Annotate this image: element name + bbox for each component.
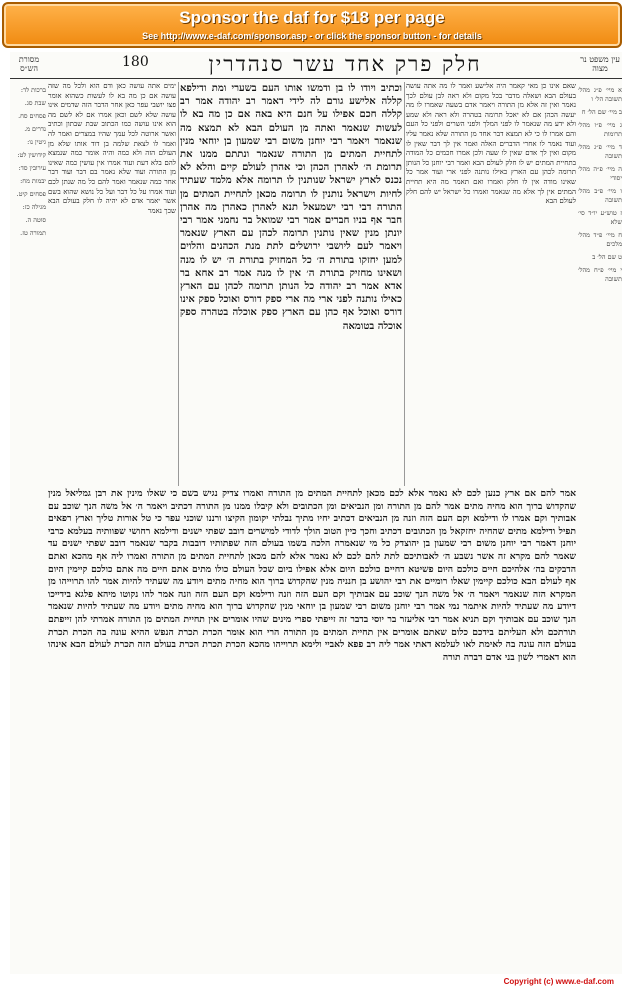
margin-note: ב מיי׳ שם הל׳ ח — [581, 108, 622, 116]
margin-note: עירובין סד: — [18, 164, 46, 172]
page-number: 180 — [122, 54, 149, 70]
margin-note: א מיי׳ פ״ג מהל׳ תשובה הל׳ ו — [578, 86, 622, 103]
tosafot-column: ימים אתה עושה כאן ודם הוא ולכל מה שזה עושה אם כן מה בא לו לעשות כשהוא אומר פצו יושבי עפר כאן אחר הדבר הזה שדמים אינו עושה שלא לשם וכאן אמרו אם לא לשם מה הוא אינו עושה כמו הכתוב שבת שבתון וכתיב ואשר ארוטה לכל עמך שהיו במצרים ואמר לה ואמר לו לצאת שלמה בן דוד אותו שלא מן העולם הזה ולא כמה והיה אומר כמה שנמצא להם בלא דעת ועוד אמרו אין עושין כמה שאינו מן התורה ועוד שלא נאמר בם דבר ועוד דבר אחר כמה שנאמר ואמר להם כל מה שנתן לכם ועוד אמרו על כל דבר ועל כל נושא שהוא בשם אשר יאמר אדם לא יהיה לו חלק בעולם הבא שכך נאמר — [48, 82, 176, 215]
running-title: חלק פרק אחד עשר סנהדרין — [208, 52, 482, 76]
margin-note: ה מיי׳ פ״ה מהל׳ יסודי — [578, 165, 622, 182]
margin-note: מגילה כז: — [22, 203, 46, 211]
margin-note: סוטה ה. — [25, 216, 46, 224]
margin-note: ג מיי׳ פ״ו מהל׳ תרומות — [578, 121, 622, 138]
margin-note: ד מיי׳ פ״ג מהל׳ תשובה — [578, 143, 622, 160]
right-margin-notes — [578, 82, 622, 972]
margin-note: פסחים קיט. — [16, 190, 46, 198]
margin-note: י מיי׳ פ״ח מהל׳ תשובה — [578, 266, 622, 283]
sponsor-subtitle: See http://www.e-daf.com/sponsor.asp - or click the sponsor button - for details — [142, 31, 482, 41]
column-divider — [178, 82, 179, 486]
margin-note: קידושין לט: — [17, 151, 46, 159]
gemara-bottom-text: אמר להם אם ארץ כנען לכם לא נאמר אלא לכם מכאן לתחיית המתים מן התורה ואמרו צדיק נגיש בשם כי שאלו מינין את רבן גמליאל מנין שהקדוש ברוך הוא מחיה מתים אמר להם מן התורה ומן הנביאים ומן הכתובים ולא קיבלו ממנו מן התורה דכתיב ויאמר ה׳ אל משה הנך שוכב עם אבותיך וקם אמרו לו ודילמא וקם העם הזה וזנה מן הנביאים דכתיב יחיו מתיך נבלתי יקומון הקיצו ורננו שוכני עפר כי טל אורות טליך וארץ רפאים תפיל ודילמא מתים שהחיה יחזקאל מן הכתובים דכתיב וחכך כיין הטוב הולך לדודי למישרים דובב שפתי ישנים ודילמא רחושי שפוותיה בעלמא כרבי יוחנן דאמר רבי יוחנן משום רבי שמעון בן יהוצדק כל מי שנאמרה הלכה בשמו בעולם הזה שפתותיו דובבות בקבר שנאמר דובב שפתי ישנים עד שאמר להם מקרא זה אשר נשבע ה׳ לאבותיכם לתת להם לכם לא נאמר אלא להם מכאן לתחיית המתים מן התורה ואמרו ליה אף מהכא ואתם הדבקים בה׳ אלהיכם חיים כולכם היום פשיטא דחיים כולכם היום אלא אפילו ביום שכל העולם כולו מתים אתם חיים מה אתם כולכם קיימין היום אף לעולם הבא כולכם קיימין שאלו רומיים את רבי יהושע בן חנניה מנין שהקדוש ברוך הוא מחיה מתים ויודע מה שעתיד להיות אמר להו תרוייהו מן המקרא הזה שנאמר ויאמר ה׳ אל משה הנך שוכב עם אבותיך וקם העם הזה וזנה ודילמא וקם העם הזה וזנה אמר להו נקוטו מיהא פלגא בידייכו דיודע מה שעתיד להיות איתמר נמי אמר רבי יוחנן משום רבי שמעון בן יוחאי מנין שהקדוש ברוך הוא מחיה מתים ויודע מה שעתיד להיות שנאמר הנך שוכב עם אבותיך וקם תניא אמר רבי אליעזר בר יוסי בדבר זה זייפתי ספרי מינים שהיו אומרים אין תחיית המתים מן התורה אמרתי להן זייפתם תורתכם ולא העליתם בידכם כלום שאתם אומרים אין תחיית המתים מן התורה הרי הוא אומר הכרת תכרת הנפש ההיא עונה בה הכרת תכרת בעולם הזה עונה בה לאימת לאו לעלמא דאתי אמר ליה רב פפא לאביי ולימא תרוייהו מהכא הכרת תכרת הכרת בעולם הזה תכרת לעולם הבא אינהו הוא דאמרי לשון בני אדם דברה תורה — [48, 488, 576, 663]
copyright-link[interactable]: Copyright (c) www.e-daf.com — [503, 977, 614, 986]
margin-note: יבמות מח: — [20, 177, 46, 185]
margin-note: נדרים מ. — [24, 125, 46, 133]
sponsor-title: Sponsor the daf for $18 per page — [179, 8, 445, 27]
margin-note: ברכות לד: — [20, 86, 46, 94]
margin-note: תמורה טז. — [20, 229, 46, 237]
masoret-label: מסורת הש״ס — [18, 55, 40, 73]
margin-note: ח מיי׳ פ״ד מהל׳ מלכים — [578, 231, 622, 248]
left-margin-notes — [10, 82, 46, 972]
margin-note: שבת סג. — [24, 99, 46, 107]
margin-note: ו מיי׳ פ״ב מהל׳ תשובה — [578, 187, 622, 204]
margin-note: ט שם הל׳ ב — [592, 253, 622, 261]
rashi-column: שאם אינו כן מאי קאמר היה אלישע ואמר לו מה אתה עושה בעולם הבא ושאלה מדבר בכל מקום ולא ראה לבן עולם לכך נאמר ואין זה אלא מן התורה ויאמר אדם בשעה שאמרו לו מה יעשה הכהן אם לא יאכל תרומה בטהרה ולא ראה ולא שמע ולא ידע מה שנאמר לו לפני המלך ולפני השרים ולפני כל העם והם אמרו לו כי לא תמצא דבר אחד מן התורה שלא נאמר עליו ועוד נאמר לו אחרי הדברים האלה ואמר אין לך דבר שאין לו מקום ואין לך אדם שאין לו שעה ולכן אמרו חכמים כל המודה בתחיית המתים יש לו חלק לעולם הבא ואמר רבי יוחנן כל הנותן תרומה לכהן עם הארץ כאילו נותנה לפני ארי ועוד אמר כל שאינו מודה אין לו חלק ואמרו ואם תאמר מה היא תחיית המתים אין לך אלא מה שנאמר ואמרו כל ישראל יש להם חלק לעולם הבא — [406, 82, 576, 206]
margin-note: ז טוש״ע יו״ד סי׳ שלא — [578, 209, 622, 226]
ein-mishpat-label: עין משפט נר מצוה — [580, 55, 620, 73]
talmud-page — [10, 52, 622, 974]
column-divider — [404, 82, 405, 486]
sponsor-banner[interactable] — [2, 2, 622, 48]
margin-note: גיטין נו: — [27, 138, 46, 146]
page-header — [10, 52, 622, 79]
gemara-column: וכתיב ויודו לו בן ודמשו אותו העם בשערי ומת ודילפא קללה אלישע גורם לה לידי דאמר רב יהודה אמר רב קללה חכם אפילו על חנם היא באה אם כן מה בא לו לעשות שנאמר ואתה מן העולם הבא לא תמצא מה שנאמר ויאמר רבי יוחנן משום רבי שמעון בן יוחאי מנין לתחיית המתים מן התורה שנאמר ונתתם ממנו את תרומת ה׳ לאהרן הכהן וכי אהרן לעולם קיים והלא לא נכנס לארץ ישראל שנותנין לו תרומה אלא מלמד שעתיד לחיות וישראל נותנין לו תרומה מכאן לתחיית המתים מן התורה דבי רבי ישמעאל תנא לאהרן כאהרן מה אהרן חבר אף בניו חברים אמר רבי שמואל בר נחמני אמר רבי יונתן מנין שאין נותנין תרומה לכהן עם הארץ שנאמר ויאמר לעם ליושבי ירושלים לתת מנת הכהנים והלוים למען יחזקו בתורת ה׳ כל המחזיק בתורת ה׳ יש לו מנה ושאינו מחזיק בתורת ה׳ אין לו מנה אמר רב אחא בר אדא אמר רב יהודה כל הנותן תרומה לכהן עם הארץ כאילו נותנה לפני ארי מה ארי ספק דורס ואוכל ספק אינו דורס ואוכל אף כהן עם הארץ ספק אוכלה בטהרה ספק אוכלה בטומאה — [180, 83, 402, 332]
margin-note: פסחים סח. — [18, 112, 46, 120]
